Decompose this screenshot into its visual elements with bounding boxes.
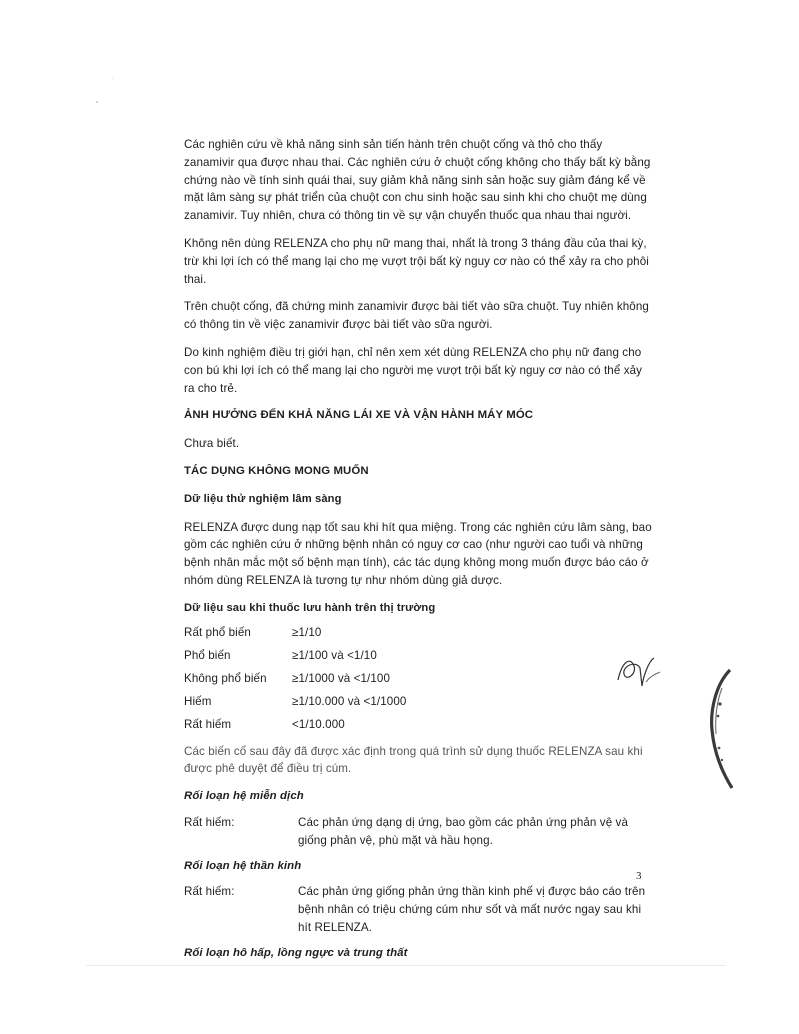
frequency-row: [184, 645, 654, 668]
paragraph-lactation-human: Do kinh nghiệm điều trị giới hạn, chỉ nên xem xét dùng RELENZA cho phụ nữ đang cho con bú khi lợi ích có thể mang lại cho người mẹ vượt trội bất kỳ nguy cơ nào có thể xảy ra cho trẻ.: [184, 345, 643, 395]
heading-respiratory-disorders: Rối loạn hô hấp, lồng ngực và trung thất: [184, 946, 408, 959]
frequency-value: ≥1/1000 và <1/100: [292, 672, 390, 686]
adverse-event-description: Các phản ứng dạng dị ứng, bao gồm các phản ứng phản vệ và giống phản vệ, phù mặt và hầu họng.: [298, 815, 629, 847]
adverse-event-row: [184, 883, 654, 936]
paragraph-fertility: Các nghiên cứu về khả năng sinh sản tiến hành trên chuột cống và thỏ cho thấy zanamivir qua được nhau thai. Các nghiên cứu ở chuột cống không cho thấy bất kỳ bằng chứng nào về tính sinh quái thai, suy giảm khả năng sinh sản hoặc suy giảm đáng kể về mặt lâm sàng sự phát triển của chuột con chu sinh hoặc sau sinh khi cho chuột mẹ dùng zanamivir. Tuy nhiên, chưa có thông tin về sự vận chuyển thuốc qua nhau thai người.: [184, 138, 651, 223]
scan-speck: [96, 101, 98, 103]
adverse-event-frequency: Rất hiếm:: [184, 815, 235, 829]
frequency-row: [184, 622, 654, 645]
frequency-category: Phổ biến: [184, 649, 231, 663]
frequency-row: [184, 714, 654, 737]
frequency-value: ≥1/10: [292, 626, 322, 640]
adverse-event-description: Các phản ứng giống phản ứng thần kinh phế vị được báo cáo trên bệnh nhân có triệu chứng cúm như sốt và mất nước ngay sau khi hít RELENZA.: [298, 885, 646, 934]
paragraph-lactation-animal: Trên chuột cống, đã chứng minh zanamivir được bài tiết vào sữa chuột. Tuy nhiên không có thông tin về việc zanamivir được bài tiết vào sữa người.: [184, 300, 649, 332]
frequency-category: Rất hiếm: [184, 718, 232, 732]
frequency-category: Rất phổ biến: [184, 626, 251, 640]
heading-postmarketing-data: Dữ liệu sau khi thuốc lưu hành trên thị trường: [184, 601, 436, 614]
page-number: 3: [636, 870, 642, 882]
frequency-value: <1/10.000: [292, 718, 345, 732]
frequency-category: Không phổ biến: [184, 672, 267, 686]
driving-text: Chưa biết.: [184, 437, 240, 451]
signature-mark: [612, 652, 662, 692]
frequency-value: ≥1/100 và <1/10: [292, 649, 377, 663]
adverse-event-row: [184, 814, 654, 850]
frequency-category: Hiếm: [184, 695, 212, 709]
frequency-row: [184, 668, 654, 691]
frequency-table: [184, 622, 654, 737]
heading-clinical-data: Dữ liệu thử nghiệm lâm sàng: [184, 492, 342, 505]
frequency-value: ≥1/10.000 và <1/1000: [292, 695, 407, 709]
heading-immune-disorders: Rối loạn hệ miễn dịch: [184, 790, 304, 803]
identified-events-text: Các biến cố sau đây đã được xác định trong quá trình sử dụng thuốc RELENZA sau khi được phê duyệt để điều trị cúm.: [184, 744, 643, 776]
stamp-mark: [700, 664, 734, 792]
paragraph-pregnancy: Không nên dùng RELENZA cho phụ nữ mang thai, nhất là trong 3 tháng đầu của thai kỳ, trừ khi lợi ích có thể mang lại cho mẹ vượt trội bất kỳ nguy cơ nào có thể xảy ra cho phôi thai.: [184, 236, 649, 286]
frequency-row: [184, 691, 654, 714]
heading-nervous-disorders: Rối loạn hệ thần kinh: [184, 859, 302, 872]
heading-driving: ẢNH HƯỞNG ĐẾN KHẢ NĂNG LÁI XE VÀ VẬN HÀNH MÁY MÓC: [184, 409, 534, 422]
heading-adverse-effects: TÁC DỤNG KHÔNG MONG MUỐN: [184, 464, 369, 477]
document-body: [184, 136, 654, 971]
scan-speck: [112, 78, 113, 79]
clinical-data-text: RELENZA được dung nạp tốt sau khi hít qua miệng. Trong các nghiên cứu lâm sàng, bao gồm các nghiên cứu ở những bệnh nhân có nguy cơ cao (như người cao tuổi và những bệnh nhân mắc một số bệnh mạn tính), các tác dụng không mong muốn được báo cáo ở nhóm dùng RELENZA là tương tự như nhóm dùng giả dược.: [184, 520, 652, 587]
adverse-event-frequency: Rất hiếm:: [184, 885, 235, 899]
